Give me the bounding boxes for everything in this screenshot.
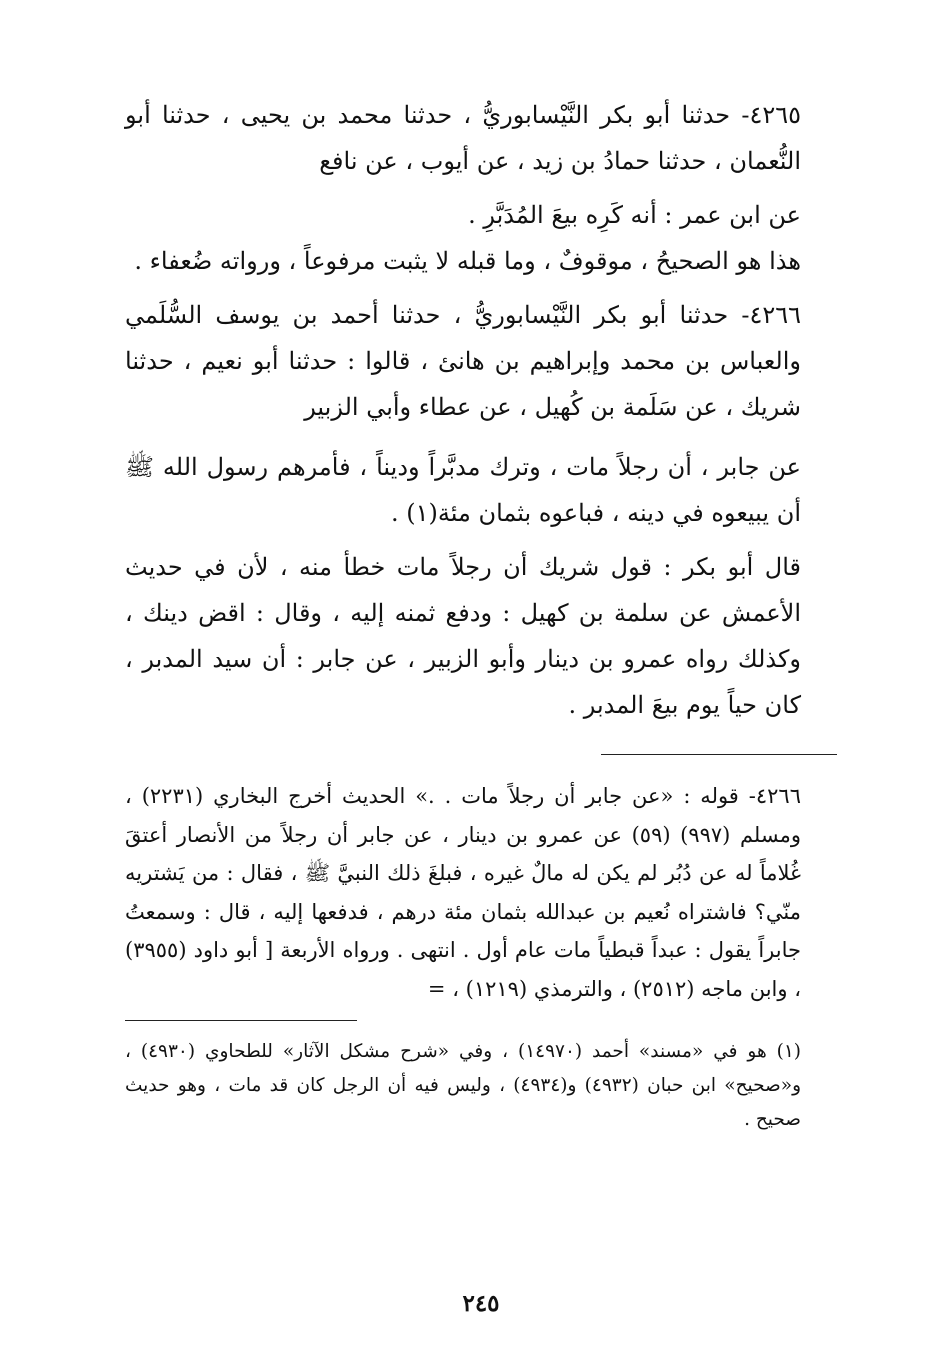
hadith-4266-remark: قال أبو بكر : قول شريك أن رجلاً مات خطأ منه ، لأن في حديث الأعمش عن سلمة بن كهيل : ودفع ثمنه إليه ، وقال : اقض دينك ، وكذلك رواه عمرو بن دينار وأبو الزبير ، عن جابر : أن سيد المدبر ، كان حياً يوم بيعَ المدبر . [125, 553, 801, 719]
hadith-4265-chain: ٤٢٦٥- حدثنا أبو بكر النَّيْسابوريُّ ، حدثنا محمد بن يحيى ، حدثنا أبو النُّعمان ، حدثنا حمادُ بن زيد ، عن أيوب ، عن نافع [125, 101, 801, 175]
book-page [125, 92, 837, 1352]
hadith-4265-matn: عن ابن عمر : أنه كَرِه بيعَ المُدَبَّرِ . [468, 201, 801, 229]
hadith-4265-grading: هذا هو الصحيحُ ، موقوفٌ ، وما قبله لا يثبت مرفوعاً ، ورواته ضُعفاء . [134, 247, 801, 275]
page-number: ٢٤٥ [462, 1290, 500, 1317]
footnote-separator [125, 1020, 357, 1021]
hadith-4266-chain: ٤٢٦٦- حدثنا أبو بكر النَّيْسابوريُّ ، حدثنا أحمد بن يوسف السُّلَمي والعباس بن محمد وإبراهيم بن هانئ ، قالوا : حدثنا أبو نعيم ، حدثنا شريك ، عن سَلَمة بن كُهيل ، عن عطاء وأبي الزبير [125, 301, 801, 421]
footnote-1: (١) هو في «مسند» أحمد (١٤٩٧٠) ، وفي «شرح مشكل الآثار» للطحاوي (٤٩٣٠) ، و«صحيح» ابن حبان (٤٩٣٢) و(٤٩٣٤) ، وليس فيه أن الرجل كان قد مات ، وهو حديث صحيح . [125, 1041, 802, 1130]
commentary-separator [601, 754, 837, 755]
hadith-4266-matn: عن جابر ، أن رجلاً مات ، وترك مدبَّراً وديناً ، فأمرهم رسول الله ﷺ أن يبيعوه في دينه ، فباعوه بثمان مئة(١) . [125, 453, 801, 527]
commentary-4266: ٤٢٦٦- قوله : «عن جابر أن رجلاً مات . .» الحديث أخرج البخاري (٢٢٣١) ، ومسلم (٩٩٧) (٥٩) عن عمرو بن دينار ، عن جابر أن رجلاً من الأنصار أعتقَ غُلاماً له عن دُبُر لم يكن له مالٌ غيره ، فبلغَ ذلك النبيَّ ﷺ ، فقال : من يَشتريه منّي؟ فاشتراه نُعيم بن عبدالله بثمان مئة درهم ، فدفعها إليه ، قال : وسمعتُ جابراً يقول : عبداً قبطياً مات عام أول . انتهى . ورواه الأربعة [ أبو داود (٣٩٥٥) ، وابن ماجه (٢٥١٢) ، والترمذي (١٢١٩) ، = [125, 784, 801, 1001]
